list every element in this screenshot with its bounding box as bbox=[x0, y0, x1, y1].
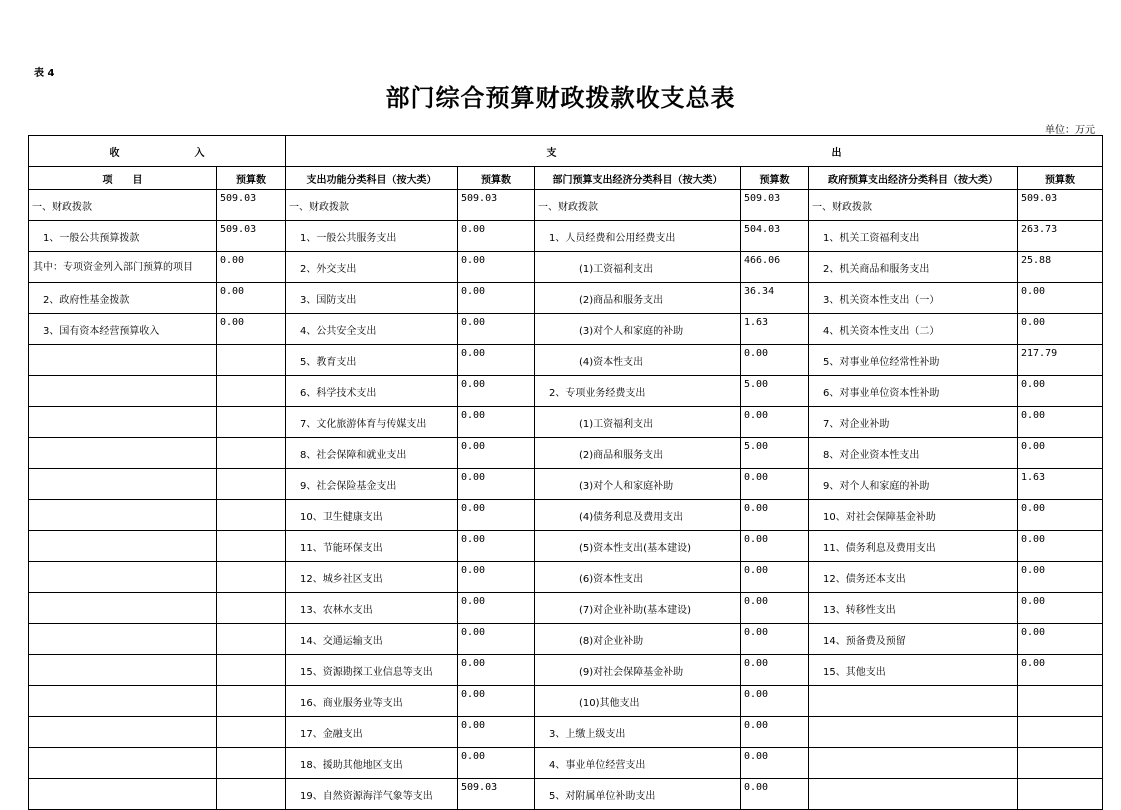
income-amount bbox=[217, 438, 286, 469]
income-amount bbox=[217, 686, 286, 717]
function-item: 19、自然资源海洋气象等支出 bbox=[286, 779, 458, 810]
income-item bbox=[29, 562, 217, 593]
column-header: 支出功能分类科目（按大类） bbox=[286, 167, 458, 190]
income-amount bbox=[217, 748, 286, 779]
table-row bbox=[29, 562, 1103, 593]
income-item bbox=[29, 407, 217, 438]
table-row bbox=[29, 314, 1103, 345]
gov-econ-item: 9、对个人和家庭的补助 bbox=[809, 469, 1018, 500]
function-item: 2、外交支出 bbox=[286, 252, 458, 283]
gov-econ-item: 3、机关资本性支出（一） bbox=[809, 283, 1018, 314]
income-item bbox=[29, 748, 217, 779]
table-row bbox=[29, 190, 1103, 221]
table-row bbox=[29, 748, 1103, 779]
income-amount bbox=[217, 407, 286, 438]
function-amount: 0.00 bbox=[458, 717, 535, 748]
income-amount bbox=[217, 469, 286, 500]
income-amount: 509.03 bbox=[217, 221, 286, 252]
table-row bbox=[29, 469, 1103, 500]
gov-econ-item: 4、机关资本性支出（二） bbox=[809, 314, 1018, 345]
gov-econ-amount bbox=[1018, 748, 1103, 779]
gov-econ-item: 5、对事业单位经常性补助 bbox=[809, 345, 1018, 376]
gov-econ-item bbox=[809, 686, 1018, 717]
dept-econ-item: (10)其他支出 bbox=[535, 686, 741, 717]
function-amount: 0.00 bbox=[458, 469, 535, 500]
gov-econ-item: 8、对企业资本性支出 bbox=[809, 438, 1018, 469]
income-item bbox=[29, 469, 217, 500]
function-amount: 0.00 bbox=[458, 438, 535, 469]
function-item: 5、教育支出 bbox=[286, 345, 458, 376]
dept-econ-item: 5、对附属单位补助支出 bbox=[535, 779, 741, 810]
table-row bbox=[29, 221, 1103, 252]
income-item: 3、国有资本经营预算收入 bbox=[29, 314, 217, 345]
income-amount: 509.03 bbox=[217, 190, 286, 221]
gov-econ-amount: 0.00 bbox=[1018, 655, 1103, 686]
gov-econ-item: 2、机关商品和服务支出 bbox=[809, 252, 1018, 283]
income-amount bbox=[217, 779, 286, 810]
income-item bbox=[29, 717, 217, 748]
function-item: 14、交通运输支出 bbox=[286, 624, 458, 655]
income-item bbox=[29, 345, 217, 376]
dept-econ-item: (6)资本性支出 bbox=[535, 562, 741, 593]
income-amount bbox=[217, 593, 286, 624]
dept-econ-item: (9)对社会保障基金补助 bbox=[535, 655, 741, 686]
gov-econ-item: 11、债务利息及费用支出 bbox=[809, 531, 1018, 562]
function-item: 10、卫生健康支出 bbox=[286, 500, 458, 531]
gov-econ-item: 12、债务还本支出 bbox=[809, 562, 1018, 593]
function-amount: 0.00 bbox=[458, 655, 535, 686]
income-item bbox=[29, 376, 217, 407]
dept-econ-item: (7)对企业补助(基本建设) bbox=[535, 593, 741, 624]
column-header: 项 目 bbox=[29, 167, 217, 190]
dept-econ-item: 4、事业单位经营支出 bbox=[535, 748, 741, 779]
gov-econ-item: 7、对企业补助 bbox=[809, 407, 1018, 438]
function-item: 13、农林水支出 bbox=[286, 593, 458, 624]
gov-econ-amount: 0.00 bbox=[1018, 283, 1103, 314]
dept-econ-item: (3)对个人和家庭的补助 bbox=[535, 314, 741, 345]
table-row bbox=[29, 500, 1103, 531]
dept-econ-amount: 1.63 bbox=[741, 314, 809, 345]
dept-econ-amount: 0.00 bbox=[741, 407, 809, 438]
income-item bbox=[29, 531, 217, 562]
column-header-row bbox=[29, 167, 1103, 190]
dept-econ-amount: 0.00 bbox=[741, 686, 809, 717]
function-amount: 0.00 bbox=[458, 624, 535, 655]
gov-econ-item: 15、其他支出 bbox=[809, 655, 1018, 686]
dept-econ-item: (4)资本性支出 bbox=[535, 345, 741, 376]
dept-econ-amount: 0.00 bbox=[741, 779, 809, 810]
function-amount: 0.00 bbox=[458, 686, 535, 717]
dept-econ-amount: 466.06 bbox=[741, 252, 809, 283]
gov-econ-amount bbox=[1018, 686, 1103, 717]
dept-econ-amount: 0.00 bbox=[741, 345, 809, 376]
function-amount: 0.00 bbox=[458, 407, 535, 438]
gov-econ-amount: 0.00 bbox=[1018, 531, 1103, 562]
dept-econ-amount: 5.00 bbox=[741, 438, 809, 469]
gov-econ-amount: 0.00 bbox=[1018, 438, 1103, 469]
column-header: 预算数 bbox=[217, 167, 286, 190]
table-row bbox=[29, 655, 1103, 686]
function-amount: 0.00 bbox=[458, 593, 535, 624]
function-amount: 509.03 bbox=[458, 779, 535, 810]
table-number: 表 4 bbox=[34, 68, 55, 79]
income-item bbox=[29, 779, 217, 810]
table-row bbox=[29, 283, 1103, 314]
dept-econ-amount: 36.34 bbox=[741, 283, 809, 314]
income-item bbox=[29, 438, 217, 469]
table-row bbox=[29, 345, 1103, 376]
table-row bbox=[29, 376, 1103, 407]
column-header: 预算数 bbox=[1018, 167, 1103, 190]
dept-econ-amount: 0.00 bbox=[741, 593, 809, 624]
function-amount: 509.03 bbox=[458, 190, 535, 221]
income-amount: 0.00 bbox=[217, 283, 286, 314]
income-item: 一、财政拨款 bbox=[29, 190, 217, 221]
function-item: 12、城乡社区支出 bbox=[286, 562, 458, 593]
gov-econ-item bbox=[809, 748, 1018, 779]
table-row bbox=[29, 779, 1103, 810]
gov-econ-amount: 217.79 bbox=[1018, 345, 1103, 376]
table-row bbox=[29, 717, 1103, 748]
dept-econ-amount: 504.03 bbox=[741, 221, 809, 252]
gov-econ-amount bbox=[1018, 717, 1103, 748]
gov-econ-amount: 1.63 bbox=[1018, 469, 1103, 500]
gov-econ-amount: 263.73 bbox=[1018, 221, 1103, 252]
dept-econ-item: (1)工资福利支出 bbox=[535, 252, 741, 283]
income-amount bbox=[217, 562, 286, 593]
function-amount: 0.00 bbox=[458, 314, 535, 345]
table-row bbox=[29, 593, 1103, 624]
function-amount: 0.00 bbox=[458, 252, 535, 283]
gov-econ-amount: 0.00 bbox=[1018, 314, 1103, 345]
function-amount: 0.00 bbox=[458, 283, 535, 314]
dept-econ-item: (1)工资福利支出 bbox=[535, 407, 741, 438]
table-row bbox=[29, 686, 1103, 717]
column-header: 预算数 bbox=[741, 167, 809, 190]
gov-econ-item: 6、对事业单位资本性补助 bbox=[809, 376, 1018, 407]
function-item: 1、一般公共服务支出 bbox=[286, 221, 458, 252]
income-section-char: 入 bbox=[194, 147, 205, 159]
income-amount bbox=[217, 655, 286, 686]
dept-econ-item: 2、专项业务经费支出 bbox=[535, 376, 741, 407]
gov-econ-amount: 25.88 bbox=[1018, 252, 1103, 283]
function-item: 6、科学技术支出 bbox=[286, 376, 458, 407]
gov-econ-item: 1、机关工资福利支出 bbox=[809, 221, 1018, 252]
function-amount: 0.00 bbox=[458, 531, 535, 562]
function-item: 一、财政拨款 bbox=[286, 190, 458, 221]
function-item: 8、社会保障和就业支出 bbox=[286, 438, 458, 469]
table-row bbox=[29, 252, 1103, 283]
function-item: 16、商业服务业等支出 bbox=[286, 686, 458, 717]
gov-econ-amount: 0.00 bbox=[1018, 624, 1103, 655]
gov-econ-item: 10、对社会保障基金补助 bbox=[809, 500, 1018, 531]
gov-econ-item: 一、财政拨款 bbox=[809, 190, 1018, 221]
function-item: 11、节能环保支出 bbox=[286, 531, 458, 562]
expense-section-header bbox=[286, 136, 1103, 167]
function-item: 4、公共安全支出 bbox=[286, 314, 458, 345]
page-title: 部门综合预算财政拨款收支总表 bbox=[385, 83, 736, 112]
function-amount: 0.00 bbox=[458, 748, 535, 779]
income-item bbox=[29, 500, 217, 531]
dept-econ-item: (4)债务利息及费用支出 bbox=[535, 500, 741, 531]
function-item: 3、国防支出 bbox=[286, 283, 458, 314]
income-amount bbox=[217, 376, 286, 407]
dept-econ-item: 一、财政拨款 bbox=[535, 190, 741, 221]
income-amount: 0.00 bbox=[217, 314, 286, 345]
income-item bbox=[29, 686, 217, 717]
function-item: 7、文化旅游体育与传媒支出 bbox=[286, 407, 458, 438]
dept-econ-item: 1、人员经费和公用经费支出 bbox=[535, 221, 741, 252]
dept-econ-item: (3)对个人和家庭补助 bbox=[535, 469, 741, 500]
expense-section-char: 支 bbox=[546, 147, 557, 159]
budget-table bbox=[28, 135, 1103, 810]
gov-econ-amount: 0.00 bbox=[1018, 500, 1103, 531]
income-item: 2、政府性基金拨款 bbox=[29, 283, 217, 314]
table-row bbox=[29, 624, 1103, 655]
income-item: 1、一般公共预算拨款 bbox=[29, 221, 217, 252]
income-amount bbox=[217, 624, 286, 655]
column-header: 预算数 bbox=[458, 167, 535, 190]
table-row bbox=[29, 438, 1103, 469]
income-amount bbox=[217, 500, 286, 531]
function-amount: 0.00 bbox=[458, 345, 535, 376]
function-amount: 0.00 bbox=[458, 221, 535, 252]
dept-econ-amount: 0.00 bbox=[741, 500, 809, 531]
dept-econ-item: (8)对企业补助 bbox=[535, 624, 741, 655]
dept-econ-item: (5)资本性支出(基本建设) bbox=[535, 531, 741, 562]
expense-section-char: 出 bbox=[831, 147, 842, 159]
gov-econ-amount: 509.03 bbox=[1018, 190, 1103, 221]
dept-econ-item: (2)商品和服务支出 bbox=[535, 438, 741, 469]
income-amount bbox=[217, 717, 286, 748]
dept-econ-amount: 0.00 bbox=[741, 624, 809, 655]
table-row bbox=[29, 531, 1103, 562]
gov-econ-item bbox=[809, 779, 1018, 810]
gov-econ-amount: 0.00 bbox=[1018, 593, 1103, 624]
income-amount bbox=[217, 345, 286, 376]
column-header: 政府预算支出经济分类科目（按大类） bbox=[809, 167, 1018, 190]
function-amount: 0.00 bbox=[458, 376, 535, 407]
dept-econ-amount: 0.00 bbox=[741, 655, 809, 686]
income-amount bbox=[217, 531, 286, 562]
gov-econ-item bbox=[809, 717, 1018, 748]
dept-econ-amount: 0.00 bbox=[741, 717, 809, 748]
gov-econ-amount: 0.00 bbox=[1018, 376, 1103, 407]
function-item: 18、援助其他地区支出 bbox=[286, 748, 458, 779]
dept-econ-item: 3、上缴上级支出 bbox=[535, 717, 741, 748]
dept-econ-amount: 0.00 bbox=[741, 562, 809, 593]
income-section-header bbox=[29, 136, 286, 167]
function-amount: 0.00 bbox=[458, 500, 535, 531]
function-item: 17、金融支出 bbox=[286, 717, 458, 748]
function-amount: 0.00 bbox=[458, 562, 535, 593]
dept-econ-amount: 5.00 bbox=[741, 376, 809, 407]
dept-econ-amount: 509.03 bbox=[741, 190, 809, 221]
unit-label: 单位：万元 bbox=[1045, 125, 1095, 136]
income-item: 其中：专项资金列入部门预算的项目 bbox=[29, 252, 217, 283]
gov-econ-amount: 0.00 bbox=[1018, 562, 1103, 593]
gov-econ-amount bbox=[1018, 779, 1103, 810]
income-amount: 0.00 bbox=[217, 252, 286, 283]
income-section-char: 收 bbox=[109, 147, 120, 159]
column-header: 部门预算支出经济分类科目（按大类） bbox=[535, 167, 741, 190]
dept-econ-amount: 0.00 bbox=[741, 748, 809, 779]
dept-econ-amount: 0.00 bbox=[741, 469, 809, 500]
gov-econ-item: 14、预备费及预留 bbox=[809, 624, 1018, 655]
function-item: 15、资源勘探工业信息等支出 bbox=[286, 655, 458, 686]
dept-econ-item: (2)商品和服务支出 bbox=[535, 283, 741, 314]
gov-econ-amount: 0.00 bbox=[1018, 407, 1103, 438]
section-row bbox=[29, 136, 1103, 167]
gov-econ-item: 13、转移性支出 bbox=[809, 593, 1018, 624]
income-item bbox=[29, 655, 217, 686]
income-item bbox=[29, 624, 217, 655]
function-item: 9、社会保险基金支出 bbox=[286, 469, 458, 500]
income-item bbox=[29, 593, 217, 624]
dept-econ-amount: 0.00 bbox=[741, 531, 809, 562]
table-row bbox=[29, 407, 1103, 438]
